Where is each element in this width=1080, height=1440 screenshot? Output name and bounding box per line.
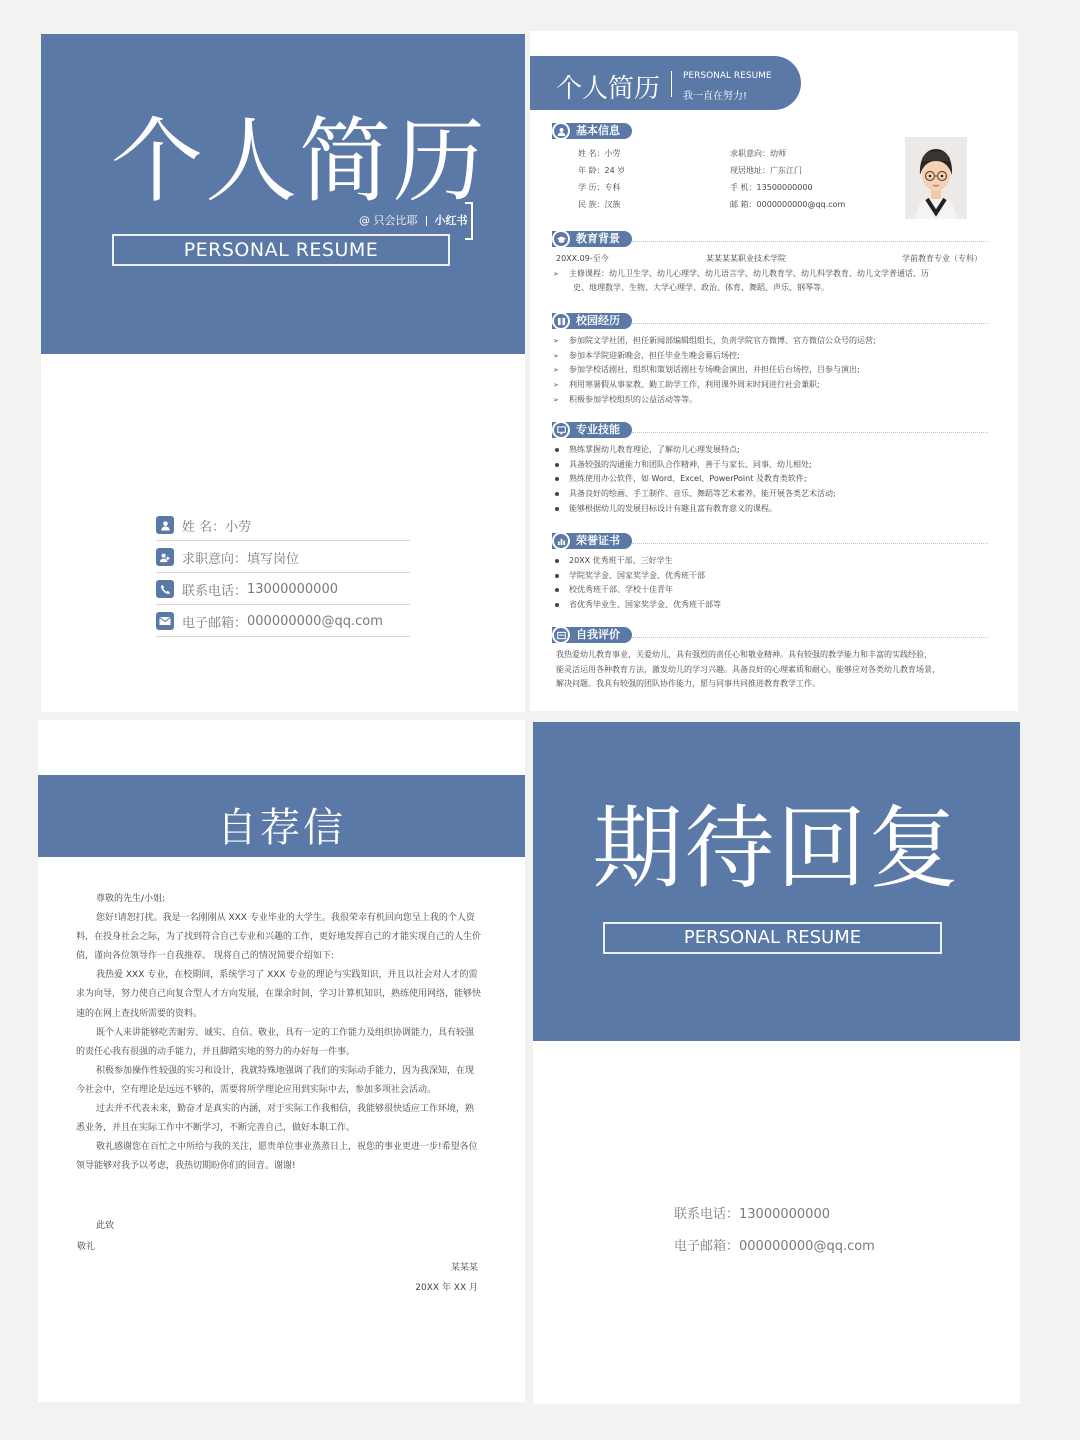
profile-photo — [905, 137, 967, 219]
label-age: 年 龄： — [578, 166, 605, 175]
label-address: 现居地址： — [730, 166, 770, 175]
section-divider — [632, 323, 988, 324]
cover-contacts — [156, 510, 410, 638]
chart-icon — [552, 532, 570, 550]
cover-field-label: 姓 名： — [182, 519, 226, 535]
section-heading: 荣誉证书 — [552, 533, 632, 549]
closing-phone: 联系电话：13000000000 — [674, 1207, 830, 1222]
letter-salute: 敬礼 — [77, 1242, 96, 1252]
letter-paragraph: 积极参加操作性较强的实习和设计，我就特殊地强调了我们的实际动手能力，因为我深知，在现今社会中，空有理论是远远不够的，需要将所学理论应用到实际中去，参加多项社会活动。 — [76, 1065, 475, 1095]
letter-signature: 某某某 — [450, 1263, 478, 1273]
honor-item: 20XX 优秀班干部、三好学生 — [552, 554, 988, 569]
campus-item: ➢ 参加院文学社团，担任新闻部编辑组组长，负责学院官方微博、官方微信公众号的运营; — [552, 334, 988, 349]
value-job: 幼师 — [770, 149, 786, 158]
edu-courses: ➢ 主修课程：幼儿卫生学、幼儿心理学、幼儿语言学、幼儿教育学、幼儿科学教育、幼儿文学普通话、历 — [552, 267, 988, 282]
letter-body — [76, 890, 482, 1176]
section-divider — [632, 637, 988, 638]
section-campus — [552, 313, 988, 408]
campus-item: ➢ 参加学校话剧社，组织和策划话剧社专场晚会演出，并担任后台场控，目参与演出; — [552, 363, 988, 378]
skill-item: 能够根据幼儿的发展目标设计有趣且富有教育意义的课程。 — [552, 502, 988, 517]
edu-school: 某某某某职业技术学院 — [706, 254, 786, 263]
label-phone: 手 机： — [730, 183, 757, 192]
section-divider — [632, 241, 988, 242]
section-divider — [632, 432, 988, 433]
closing-page — [533, 722, 1020, 1404]
cover-field-value: 小劳 — [225, 519, 252, 535]
letter-paragraph: 既个人来讲能够吃苦耐劳、诚实、自信、敬业，具有一定的工作能力及组织协调能力，具有较强的责任心我有很强的动手能力，并且脚踏实地的努力的办好每一件事。 — [76, 1027, 475, 1057]
letter-paragraph: 您好!请恕打扰。我是一名刚刚从 XXX 专业毕业的大学生。我很荣幸有机回向您呈上我的个人资料，在投身社会之际，为了找到符合自己专业和兴趣的工作，更好地发挥自己的才能实现自己的人生价值，谨向各位领导作一自我推荐。 现将自己的情况简要介绍如下: — [76, 913, 482, 962]
resume-header — [530, 56, 801, 110]
self-eval-line: 我热爱幼儿教育事业，关爱幼儿，具有强烈的责任心和敬业精神。具有较强的教学能力和丰富的实践经验， — [556, 650, 932, 659]
section-skills — [552, 422, 988, 517]
value-email: 0000000000@qq.com — [756, 200, 846, 209]
label-ethnicity: 民 族： — [578, 200, 605, 209]
resume-en-title: PERSONAL RESUME — [683, 71, 772, 81]
label-name: 姓 名： — [578, 149, 605, 158]
value-ethnicity: 汉族 — [604, 200, 621, 209]
cover-title: 个人简历 — [111, 108, 488, 215]
watermark — [359, 212, 468, 228]
edu-period: 20XX.09-至今 — [556, 254, 609, 263]
section-self-evaluation — [552, 627, 988, 692]
cover-field-email — [156, 606, 410, 637]
label-job: 求职意向： — [730, 149, 770, 158]
graduation-cap-icon — [552, 230, 570, 248]
cover-field-value: 000000000@qq.com — [247, 613, 383, 629]
honor-item: 学院奖学金、国家奖学金、优秀班干部 — [552, 569, 988, 584]
cover-subtitle: PERSONAL RESUME — [112, 234, 450, 266]
campus-item: ➢ 利用寒暑假从事家教、勤工助学工作，利用课外周末时间进行社会兼职; — [552, 378, 988, 393]
edu-major: 学前教育专业（专科） — [902, 254, 982, 263]
label-education: 学 历： — [578, 183, 605, 192]
self-eval-line: 能灵活运用各种教育方法，激发幼儿的学习兴趣。具备良好的心理素质和耐心，能够应对各类幼儿教育场景， — [556, 664, 940, 674]
cover-field-label: 联系电话： — [182, 583, 248, 599]
resume-slogan: 我一直在努力! — [683, 91, 748, 102]
resume-title: 个人简历 — [556, 74, 661, 104]
letter-closing: 此致 — [96, 1221, 115, 1231]
cover-letter-page — [38, 720, 525, 1402]
user-icon — [552, 122, 570, 140]
section-heading: 自我评价 — [552, 627, 632, 643]
closing-email: 电子邮箱：000000000@qq.com — [674, 1239, 875, 1254]
honor-item: 校优秀班干部、学校十佳青年 — [552, 583, 988, 598]
label-email: 邮 箱： — [730, 200, 757, 209]
cover-field-name — [156, 510, 410, 541]
letter-paragraph: 敬礼感谢您在百忙之中所给与我的关注，愿贵单位事业蒸蒸日上，祝您的事业更进一步!希望各位领导能够对我予以考虑，我热切期盼你们的回音。谢谢! — [76, 1142, 478, 1172]
value-education: 专科 — [604, 183, 621, 192]
skill-item: 具备较强的沟通能力和团队合作精神，善于与家长、同事、幼儿相处; — [552, 458, 988, 473]
letter-paragraph: 过去并不代表未来，勤奋才是真实的内涵，对于实际工作我相信，我能够很快适应工作环境，熟悉业务，并且在实际工作中不断学习，不断完善自己，做好本职工作。 — [76, 1104, 475, 1134]
cover-field-phone — [156, 574, 410, 605]
cover-field-job — [156, 542, 410, 573]
user-icon — [156, 516, 174, 534]
closing-subtitle: PERSONAL RESUME — [603, 922, 942, 954]
campus-item: ➢ 参加本学院迎新晚会，担任毕业生晚会幕后场控; — [552, 349, 988, 364]
cover-field-label: 电子邮箱： — [182, 615, 248, 631]
section-honors — [552, 533, 988, 613]
letter-greeting: 尊敬的先生/小姐: — [96, 894, 166, 904]
section-heading: 专业技能 — [552, 422, 632, 438]
value-name: 小劳 — [604, 149, 621, 158]
id-card-icon — [552, 626, 570, 644]
cover-field-value: 填写岗位 — [247, 551, 300, 567]
mail-icon — [156, 612, 174, 630]
value-address: 广东江门 — [770, 166, 802, 175]
cover-page — [41, 34, 525, 712]
section-heading: 教育背景 — [552, 231, 632, 247]
skill-item: 熟练使用办公软件，如 Word、Excel、PowerPoint 及教育类软件; — [552, 472, 988, 487]
letter-date: 20XX 年 XX 月 — [415, 1283, 478, 1293]
job-icon — [156, 548, 174, 566]
section-heading: 校园经历 — [552, 313, 632, 329]
watermark-bracket — [465, 202, 473, 240]
watermark-brand: 小红书 — [434, 214, 468, 227]
self-eval-line: 解决问题。我具有较强的团队协作能力，愿与同事共同推进教育教学工作。 — [556, 679, 820, 689]
cover-field-value: 13000000000 — [247, 581, 338, 597]
closing-title: 期待回复 — [592, 796, 961, 901]
letter-paragraph: 我热爱 XXX 专业，在校期间，系统学习了 XXX 专业的理论与实践知识，并且以社会对人才的需求为向导，努力使自己向复合型人才方向发展，在课余时间，学习计算机知识，熟练使用网络，能够快速的在网上查找所需要的资料。 — [76, 970, 482, 1019]
section-education — [552, 231, 988, 296]
section-divider — [632, 543, 988, 544]
edu-courses-cont: 史、地理数学、生物、大学心理学、政治、体育、舞蹈、声乐、钢琴等。 — [573, 283, 829, 293]
letter-title: 自荐信 — [217, 805, 346, 851]
skill-item: 具备良好的绘画、手工制作、音乐、舞蹈等艺术素养，能开展各类艺术活动; — [552, 487, 988, 502]
campus-item: ➢ 积极参加学校组织的公益活动等等。 — [552, 393, 988, 408]
value-phone: 13500000000 — [756, 183, 813, 192]
header-divider — [671, 71, 672, 97]
building-icon — [552, 312, 570, 330]
section-heading: 基本信息 — [552, 123, 632, 139]
honor-item: 省优秀毕业生、国家奖学金、优秀班干部等 — [552, 598, 988, 613]
value-age: 24 岁 — [604, 166, 626, 175]
monitor-icon — [552, 421, 570, 439]
cover-field-label: 求职意向： — [182, 551, 248, 567]
resume-page — [530, 31, 1018, 711]
phone-icon — [156, 580, 174, 598]
watermark-handle: @ 只会比耶 — [359, 214, 418, 227]
skill-item: 熟练掌握幼儿教育理论，了解幼儿心理发展特点; — [552, 443, 988, 458]
